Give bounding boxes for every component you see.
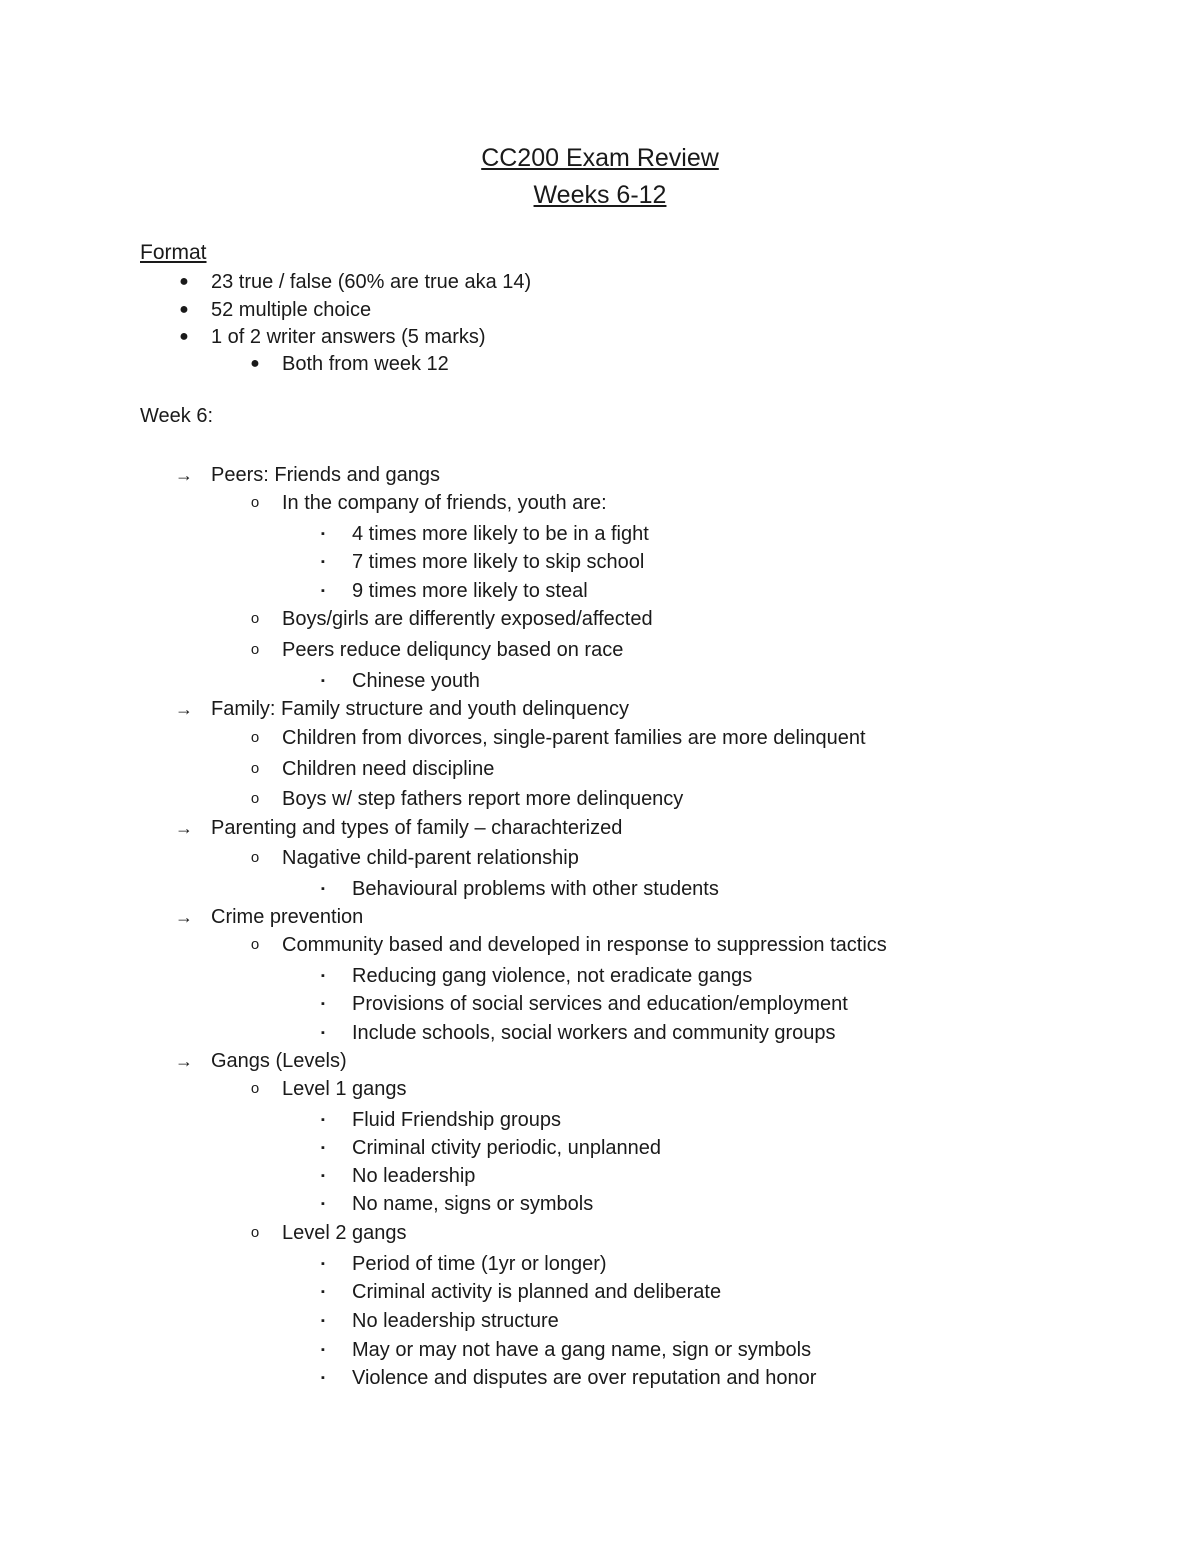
format-heading: Format: [140, 241, 207, 264]
list-item-text: May or may not have a gang name, sign or symbols: [352, 1339, 812, 1361]
list-item-text: 4 times more likely to be in a fight: [352, 523, 649, 545]
list-item-text: 23 true / false (60% are true aka 14): [211, 271, 532, 293]
list-item-text: Gangs (Levels): [211, 1050, 347, 1072]
list-item-text: Nagative child-parent relationship: [282, 847, 579, 869]
bullet-circle-icon: o: [250, 936, 260, 953]
bullet-square-icon: ▪: [321, 528, 325, 540]
list-item-text: Reducing gang violence, not eradicate gangs: [352, 965, 753, 987]
bullet-circle-icon: o: [250, 729, 260, 746]
bullet-square-icon: ▪: [321, 585, 325, 597]
title-block: [0, 140, 1200, 214]
bullet-square-icon: ▪: [321, 1372, 325, 1384]
list-item-text: Children from divorces, single-parent families are more delinquent: [282, 727, 866, 749]
list-item-text: Chinese youth: [352, 670, 480, 692]
list-item-text: Provisions of social services and education/employment: [352, 993, 848, 1015]
bullet-circle-icon: o: [250, 790, 260, 807]
arrow-right-icon: →: [175, 818, 193, 838]
list-item-text: 1 of 2 writer answers (5 marks): [211, 326, 486, 348]
bullet-square-icon: ▪: [321, 1114, 325, 1126]
list-item-text: Level 2 gangs: [282, 1222, 407, 1244]
bullet-dot-icon: ●: [179, 301, 189, 318]
bullet-square-icon: ▪: [321, 556, 325, 568]
list-item-text: Parenting and types of family – charachterized: [211, 817, 623, 839]
list-item-text: Family: Family structure and youth delinquency: [211, 698, 629, 720]
arrow-right-icon: →: [175, 465, 193, 485]
bullet-square-icon: ▪: [321, 970, 325, 982]
list-item-text: Boys/girls are differently exposed/affected: [282, 608, 653, 630]
bullet-dot-icon: ●: [250, 355, 260, 372]
arrow-right-icon: →: [175, 699, 193, 719]
bullet-square-icon: ▪: [321, 1027, 325, 1039]
list-item-text: Both from week 12: [282, 353, 449, 375]
bullet-square-icon: ▪: [321, 1170, 325, 1182]
list-item-text: In the company of friends, youth are:: [282, 492, 607, 514]
arrow-right-icon: →: [175, 907, 193, 927]
list-item-text: 7 times more likely to skip school: [352, 551, 645, 573]
list-item-text: No leadership structure: [352, 1310, 559, 1332]
bullet-square-icon: ▪: [321, 1286, 325, 1298]
bullet-dot-icon: ●: [179, 273, 189, 290]
bullet-circle-icon: o: [250, 610, 260, 627]
list-item-text: Period of time (1yr or longer): [352, 1253, 607, 1275]
list-item-text: Fluid Friendship groups: [352, 1109, 561, 1131]
bullet-square-icon: ▪: [321, 998, 325, 1010]
list-item-text: 9 times more likely to steal: [352, 580, 588, 602]
list-item-text: Include schools, social workers and community groups: [352, 1022, 836, 1044]
list-item-text: No name, signs or symbols: [352, 1193, 594, 1215]
bullet-square-icon: ▪: [321, 1198, 325, 1210]
list-item-text: No leadership: [352, 1165, 476, 1187]
list-item-text: Behavioural problems with other students: [352, 878, 719, 900]
list-item-text: Criminal ctivity periodic, unplanned: [352, 1137, 662, 1159]
bullet-circle-icon: o: [250, 641, 260, 658]
list-item-text: Peers: Friends and gangs: [211, 464, 441, 486]
week-6-heading: Week 6:: [140, 405, 213, 427]
bullet-circle-icon: o: [250, 849, 260, 866]
bullet-square-icon: ▪: [321, 1315, 325, 1327]
document-subtitle: Weeks 6-12: [533, 181, 667, 209]
list-item-text: Crime prevention: [211, 906, 364, 928]
bullet-square-icon: ▪: [321, 1258, 325, 1270]
bullet-circle-icon: o: [250, 1080, 260, 1097]
list-item-text: Violence and disputes are over reputation and honor: [352, 1367, 817, 1389]
bullet-square-icon: ▪: [321, 883, 325, 895]
bullet-square-icon: ▪: [321, 1344, 325, 1356]
list-item-text: Level 1 gangs: [282, 1078, 407, 1100]
list-item-text: Children need discipline: [282, 758, 495, 780]
list-item-text: Criminal activity is planned and deliberate: [352, 1281, 722, 1303]
arrow-right-icon: →: [175, 1051, 193, 1071]
bullet-square-icon: ▪: [321, 1142, 325, 1154]
list-item-text: Community based and developed in response to suppression tactics: [282, 934, 887, 956]
bullet-circle-icon: o: [250, 494, 260, 511]
document-title: CC200 Exam Review: [481, 144, 719, 172]
bullet-circle-icon: o: [250, 1224, 260, 1241]
list-item-text: Boys w/ step fathers report more delinquency: [282, 788, 684, 810]
bullet-circle-icon: o: [250, 760, 260, 777]
list-item-text: Peers reduce deliquncy based on race: [282, 639, 624, 661]
bullet-dot-icon: ●: [179, 328, 189, 345]
list-item-text: 52 multiple choice: [211, 299, 372, 321]
bullet-square-icon: ▪: [321, 675, 325, 687]
